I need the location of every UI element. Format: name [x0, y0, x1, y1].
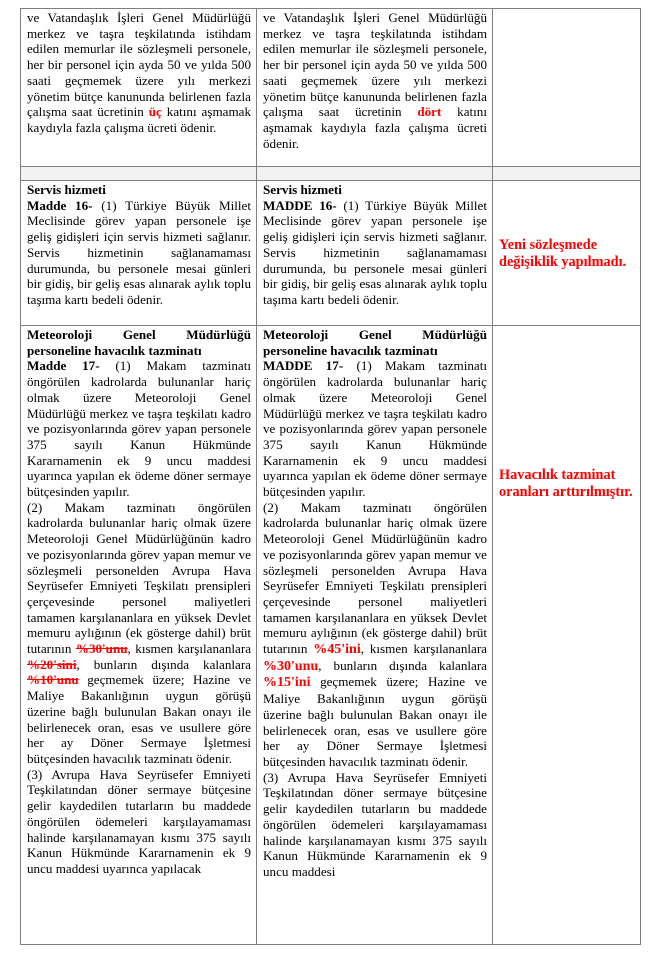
old-text-cell — [21, 181, 257, 326]
separator-cell — [493, 167, 641, 181]
table-row — [21, 9, 641, 167]
change-note: Yeni sözleşmede değişiklik yapılmadı. — [499, 236, 627, 270]
paragraph-2-cont: , bunların dışında kalanlara — [318, 657, 487, 673]
article-number: Madde 17- — [27, 358, 100, 374]
section-heading: Servis hizmeti — [263, 182, 342, 197]
comparison-table — [20, 8, 641, 945]
paragraph-1: (1) Makam tazminatı öngörülen kadrolarda bulunanlar hariç olmak üzere Meteoroloji Genel Müdürlüğü merkez ve taşra teşkilatı kadro ve pozisyonlarında görev yapan personele 375 sayılı Kanun Hükmünde Kararnamenin ek 9 uncu maddesi uyarınca yapılan ek ödeme döner sermaye bütçesinden yapılır. — [27, 358, 252, 500]
highlight-old-multiplier: üç — [148, 104, 162, 120]
paragraph-2-cont: , bunların dışında kalanlara — [76, 656, 251, 672]
paragraph-3: (3) Avrupa Hava Seyrüsefer Emniyeti Teşkilatından döner sermaye bütçesine gelir kaydedilen tutarların bu maddede öngörülen ödemeleri karşılayamaması halinde karşılanamayan kısmı 375 sayılı Kanun Hükmünde Kararnamenin ek 9 uncu maddesi — [263, 769, 487, 879]
paragraph-2: (2) Makam tazminatı öngörülen kadrolarda bulunanlar hariç olmak üzere Meteoroloji Genel Müdürlüğünün kadro ve pozisyonlarında görev yapan memur ve sözleşmeli personelden Avrupa Hava Seyrüsefer Emniyeti Teşkilatı prensipleri çerçevesinde personel maliyetleri tamamen karşılananlara en yüksek Devlet memuru aylığının (ek gösterge dahil) brüt tutarının — [27, 499, 251, 657]
separator-cell — [21, 167, 257, 181]
paragraph-1: (1) Makam tazminatı öngörülen kadrolarda bulunanlar hariç olmak üzere Meteoroloji Genel Müdürlüğü merkez ve taşra teşkilatı kadro ve pozisyonlarında görev yapan personele 375 sayılı Kanun Hükmünde Kararnamenin ek 9 uncu maddesi uyarınca yapılan ek ödeme döner sermaye bütçesinden yapılır. — [263, 358, 487, 500]
note-cell — [493, 326, 641, 945]
new-rate-full: %45'ini — [313, 642, 361, 658]
removed-rate-other: %10'unu — [27, 672, 79, 688]
old-text: ve Vatandaşlık İşleri Genel Müdürlüğü merkez ve taşra teşkilatında istihdam edilen memurlar ile sözleşmeli personele, her bir personel için ayda 50 ve yılda 500 saati geçmemek üzere yılı merkezi yönetim bütçe kanununda belirlenen fazla çalışma saat ücretinin — [27, 10, 251, 120]
section-heading: Meteoroloji Genel Müdürlüğü personeline havacılık tazminatı — [27, 327, 251, 358]
old-text-end: katını aşmamak kaydıyla fazla çalışma ücreti ödenir. — [27, 104, 251, 135]
new-text-cell — [257, 181, 493, 326]
note-cell — [493, 181, 641, 326]
section-heading: Servis hizmeti — [27, 182, 106, 197]
paragraph-2-end: geçmemek üzere; Hazine ve Maliye Bakanlığının uygun görüşü üzerine bağlı bulunulan Bakan onayı ile belirlenecek oran, esas ve usullere göre her ay Döner Sermaye İşletmesi bütçesinden havacılık tazminatı ödenir. — [263, 674, 487, 769]
table-row — [21, 181, 641, 326]
old-text-cell — [21, 9, 257, 167]
paragraph-2: (2) Makam tazminatı öngörülen kadrolarda bulunanlar hariç olmak üzere Meteoroloji Genel Müdürlüğünün kadro ve pozisyonlarında görev yapan memur ve sözleşmeli personelden Avrupa Hava Seyrüsefer Emniyeti Teşkilatı prensipleri çerçevesinde personel maliyetleri tamamen karşılananlara en yüksek Devlet memuru aylığının (ek gösterge dahil) brüt tutarının — [263, 499, 487, 657]
separator-cell — [257, 167, 493, 181]
separator-row — [21, 167, 641, 181]
highlight-new-multiplier: dört — [417, 104, 442, 120]
article-text: (1) Türkiye Büyük Millet Meclisinde görev yapan personele işe geliş gidişleri için servis hizmeti sağlanır. Servis hizmetinin sağlanamaması durumunda, bu personele mesai günleri bir gidiş, bir geliş esas alınarak aylık toplu taşıma kartı bedeli ödenir. — [27, 197, 252, 307]
change-note: Havacılık tazminat oranları arttırılmıştır. — [499, 467, 633, 500]
new-rate-partial: %30'unu — [263, 658, 319, 674]
paragraph-2-cont: , kısmen karşılananlara — [360, 641, 487, 657]
removed-rate-full: %30'unu — [75, 641, 128, 657]
new-text: ve Vatandaşlık İşleri Genel Müdürlüğü merkez ve taşra teşkilatında istihdam edilen memurlar ile sözleşmeli personele, her bir personel için ayda 50 ve yılda 500 saati geçmemek üzere yılı merkezi yönetim bütçe kanununda belirlenen fazla çalışma saat ücretinin — [263, 10, 487, 120]
new-text-end: katını aşmamak kaydıyla fazla çalışma ücreti ödenir. — [263, 104, 487, 151]
article-text: (1) Türkiye Büyük Millet Meclisinde görev yapan personele işe geliş gidişleri için servis hizmeti sağlanır. Servis hizmetinin sağlanamaması durumunda, bu personele mesai günleri bir gidiş, bir geliş esas alınarak aylık toplu taşıma kartı bedeli ödenir. — [263, 197, 487, 307]
table-row — [21, 326, 641, 945]
section-heading: Meteoroloji Genel Müdürlüğü personeline havacılık tazminatı — [263, 327, 487, 358]
new-rate-other: %15'ini — [263, 675, 311, 691]
paragraph-2-cont: , kısmen karşılananlara — [127, 641, 251, 657]
old-text-cell — [21, 326, 257, 945]
article-number: Madde 16- — [27, 197, 93, 213]
removed-rate-partial: %20'sini — [27, 656, 77, 672]
note-cell — [493, 9, 641, 167]
paragraph-3: (3) Avrupa Hava Seyrüsefer Emniyeti Teşkilatından döner sermaye bütçesine gelir kaydedilen tutarların bu maddede öngörülen ödemeleri karşılayamaması halinde karşılanamayan kısmı 375 sayılı Kanun Hükmünde Kararnamenin ek 9 uncu maddesi uyarınca yapılacak — [27, 766, 251, 876]
new-text-cell — [257, 9, 493, 167]
paragraph-2-end: geçmemek üzere; Hazine ve Maliye Bakanlığının uygun görüşü üzerine bağlı bulunulan Bakan onayı ile belirlenecek oran, esas ve usullere göre her ay Döner Sermaye İşletmesi bütçesinden havacılık tazminatı ödenir. — [27, 672, 251, 766]
article-number: MADDE 17- — [263, 358, 344, 374]
new-text-cell — [257, 326, 493, 945]
article-number: MADDE 16- — [263, 197, 337, 213]
